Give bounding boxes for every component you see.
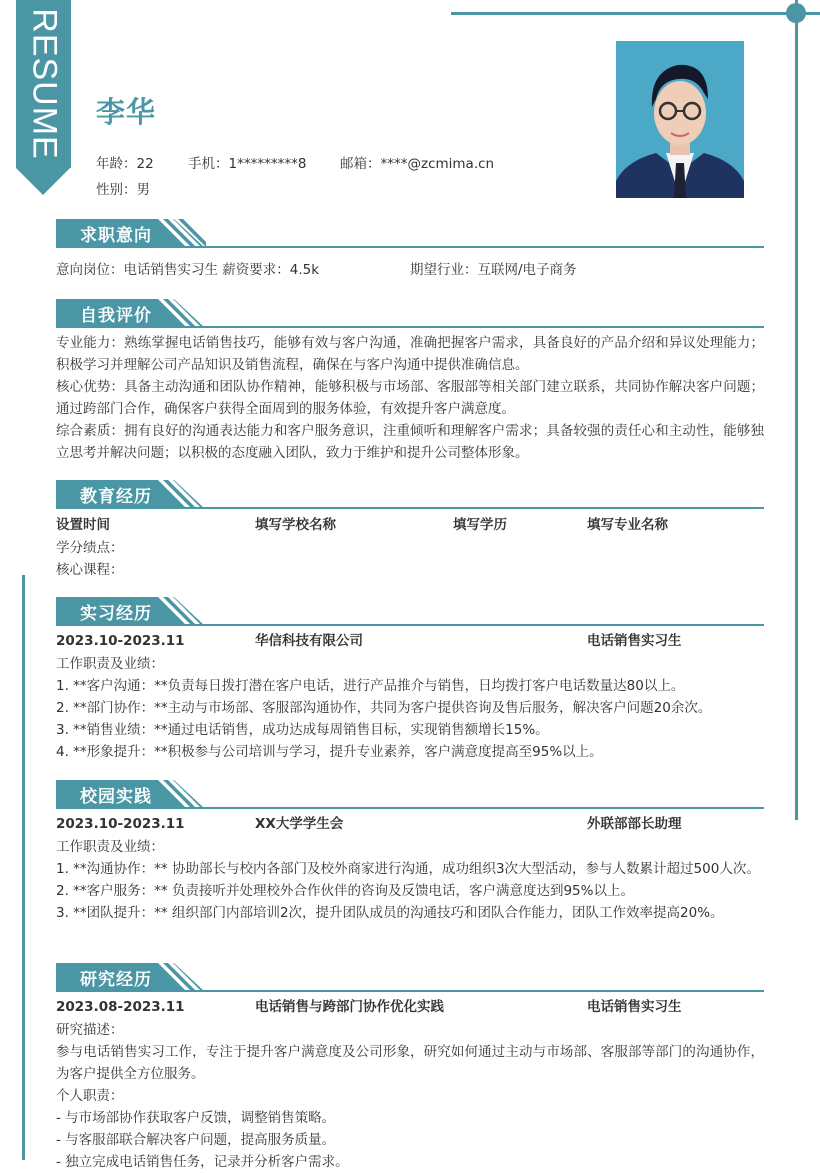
duty-item: - 独立完成电话销售任务，记录并分析客户需求。 — [56, 1154, 349, 1170]
section-divider — [56, 990, 764, 992]
age-value: 22 — [136, 156, 154, 172]
section-job-intent — [56, 218, 764, 281]
profile-photo — [616, 41, 744, 198]
section-divider — [56, 326, 764, 328]
duty-item: 2. **客户服务：** 负责接听并处理校外合作伙伴的咨询及反馈电话，客户满意度达到95%以上。 — [56, 883, 634, 899]
job-intent-row — [56, 259, 764, 281]
duty-item: 3. **销售业绩：**通过电话销售，成功达成每周销售目标，实现销售额增长15%。 — [56, 722, 549, 738]
edu-time: 设置时间 — [56, 517, 110, 533]
phone-label: 手机： — [188, 156, 229, 172]
section-divider — [56, 624, 764, 626]
left-border-line — [22, 575, 25, 1160]
position-salary: 意向岗位：电话销售实习生 薪资要求：4.5k — [56, 262, 320, 278]
section-header — [56, 298, 764, 328]
stripes-icon — [156, 219, 206, 247]
section-self-eval — [56, 298, 764, 464]
stripes-icon — [156, 480, 206, 508]
gender-row — [96, 178, 150, 198]
section-divider — [56, 807, 764, 809]
gender-label: 性别： — [96, 182, 137, 198]
stripes-icon — [156, 963, 206, 991]
research-role: 电话销售实习生 — [587, 999, 682, 1015]
gpa-label: 学分绩点： — [56, 540, 124, 556]
duty-item: - 与市场部协作获取客户反馈，调整销售策略。 — [56, 1110, 336, 1126]
section-title: 研究经历 — [80, 970, 152, 990]
right-border-line — [795, 0, 798, 820]
edu-major: 填写专业名称 — [587, 517, 668, 533]
age-field — [96, 152, 188, 172]
duty-item: 3. **团队提升：** 组织部门内部培训2次，提升团队成员的沟通技巧和团队合作能力，团队工作效率提高20%。 — [56, 905, 724, 921]
duty-item: 1. **沟通协作：** 协助部长与校内各部门及校外商家进行沟通，成功组织3次大型活动，参与人数累计超过500人次。 — [56, 861, 760, 877]
phone-value: 1*********8 — [228, 156, 307, 172]
edu-school: 填写学校名称 — [255, 517, 336, 533]
section-title: 教育经历 — [80, 487, 152, 507]
education-row — [56, 513, 764, 537]
edu-degree: 填写学历 — [453, 517, 507, 533]
candidate-name: 李华 — [96, 95, 157, 129]
research-time: 2023.08-2023.11 — [56, 999, 185, 1015]
section-research — [56, 962, 764, 1173]
email-label: 邮箱： — [340, 156, 381, 172]
top-divider-line — [451, 12, 820, 15]
section-internship — [56, 596, 764, 763]
duties-label: 工作职责及业绩： — [56, 656, 164, 672]
section-divider — [56, 507, 764, 509]
contact-row — [96, 152, 494, 172]
corner-dot — [786, 3, 806, 23]
stripes-icon — [156, 299, 206, 327]
intern-role: 电话销售实习生 — [587, 633, 682, 649]
duties-label: 工作职责及业绩： — [56, 839, 164, 855]
courses-label: 核心课程： — [56, 562, 124, 578]
self-eval-paragraph: 核心优势：具备主动沟通和团队协作精神，能够积极与市场部、客服部等相关部门建立联系，共同协作解决客户问题；通过跨部门合作，确保客户获得全面周到的服务体验，有效提升客户满意度。 — [56, 379, 764, 417]
duty-item: - 与客服部联合解决客户问题，提高服务质量。 — [56, 1132, 336, 1148]
email-value: ****@zcmima.cn — [380, 156, 495, 172]
research-desc: 参与电话销售实习工作，专注于提升客户满意度及公司形象，研究如何通过主动与市场部、客服部等部门的沟通协作，为客户提供全方位服务。 — [56, 1044, 764, 1082]
section-header — [56, 962, 764, 992]
section-title: 求职意向 — [80, 226, 152, 246]
section-header — [56, 596, 764, 626]
intern-time: 2023.10-2023.11 — [56, 633, 185, 649]
age-label: 年龄： — [96, 156, 137, 172]
section-header — [56, 218, 764, 248]
section-education — [56, 479, 764, 581]
industry: 期望行业：互联网/电子商务 — [410, 262, 577, 278]
duty-item: 1. **客户沟通：**负责每日拨打潜在客户电话，进行产品推介与销售，日均拨打客户电话数量达80以上。 — [56, 678, 685, 694]
email-field — [340, 152, 494, 172]
duty-item: 4. **形象提升：**积极参与公司培训与学习，提升专业素养，客户满意度提高至95%以上。 — [56, 744, 603, 760]
section-title: 自我评价 — [80, 306, 152, 326]
ribbon-tip — [16, 168, 70, 195]
person-portrait-icon — [616, 41, 744, 198]
resume-ribbon — [16, 0, 71, 195]
self-eval-paragraph: 综合素质：拥有良好的沟通表达能力和客户服务意识，注重倾听和理解客户需求；具备较强的责任心和主动性，能够独立思考并解决问题；以积极的态度融入团队，致力于维护和提升公司整体形象。 — [56, 423, 764, 461]
intern-company: 华信科技有限公司 — [255, 633, 363, 649]
campus-row — [56, 812, 764, 836]
section-header — [56, 479, 764, 509]
research-row — [56, 995, 764, 1019]
duty-item: 2. **部门协作：**主动与市场部、客服部沟通协作，共同为客户提供咨询及售后服务，解决客户问题20余次。 — [56, 700, 712, 716]
campus-role: 外联部部长助理 — [587, 816, 682, 832]
desc-label: 研究描述： — [56, 1022, 124, 1038]
stripes-icon — [156, 780, 206, 808]
ribbon-label: RESUME — [25, 8, 63, 160]
self-eval-paragraph: 专业能力：熟练掌握电话销售技巧，能够有效与客户沟通，准确把握客户需求，具备良好的产品介绍和异议处理能力；积极学习并理解公司产品知识及销售流程，确保在与客户沟通中提供准确信息。 — [56, 335, 764, 373]
section-campus — [56, 779, 764, 924]
section-header — [56, 779, 764, 809]
stripes-icon — [156, 597, 206, 625]
section-title: 实习经历 — [80, 604, 152, 624]
gender-value: 男 — [136, 182, 150, 198]
research-project: 电话销售与跨部门协作优化实践 — [255, 999, 444, 1015]
internship-row — [56, 629, 764, 653]
campus-time: 2023.10-2023.11 — [56, 816, 185, 832]
duties-label: 个人职责： — [56, 1088, 124, 1104]
section-title: 校园实践 — [80, 787, 152, 807]
section-divider — [56, 246, 764, 248]
phone-field — [188, 152, 340, 172]
campus-org: XX大学学生会 — [255, 816, 344, 832]
